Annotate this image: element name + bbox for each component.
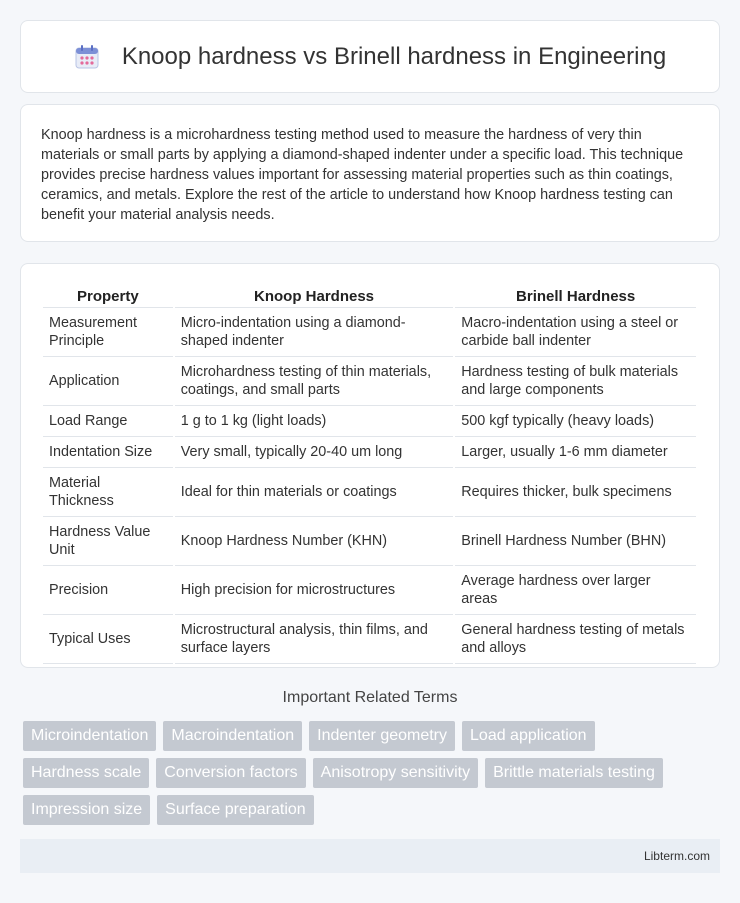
table-cell: Average hardness over larger areas [455, 566, 696, 615]
table-row [43, 566, 696, 615]
related-terms [23, 721, 723, 832]
table-cell: Load Range [43, 406, 173, 437]
table-cell: Hardness Value Unit [43, 517, 173, 566]
table-cell: Microhardness testing of thin materials, coatings, and small parts [175, 357, 454, 406]
table-cell: Measurement Principle [43, 308, 173, 357]
table-cell: Requires thicker, bulk specimens [455, 468, 696, 517]
table-cell: Hardness testing of bulk materials and large components [455, 357, 696, 406]
table-row [43, 468, 696, 517]
table-cell: Precision [43, 566, 173, 615]
table-cell: Very small, typically 20-40 um long [175, 437, 454, 468]
tag-anisotropy-sensitivity[interactable]: Anisotropy sensitivity [313, 758, 478, 788]
intro-text: Knoop hardness is a microhardness testing method used to measure the hardness of very thin materials or small parts by applying a diamond-shaped indenter under a specific load. This technique provides precise hardness values important for assessing material properties such as thin coatings, ceramics, and metals. Explore the rest of the article to understand how Knoop hardness testing can benefit your material analysis needs. [41, 127, 684, 223]
header-property: Property [43, 284, 173, 308]
related-terms-title: Important Related Terms [282, 689, 458, 706]
table-row [43, 615, 696, 664]
tag-indenter-geometry[interactable]: Indenter geometry [309, 721, 455, 751]
tag-microindentation[interactable]: Microindentation [23, 721, 156, 751]
comparison-table [41, 284, 698, 664]
comparison-card [20, 263, 720, 668]
table-cell: Micro-indentation using a diamond-shaped indenter [175, 308, 454, 357]
table-cell: Typical Uses [43, 615, 173, 664]
table-cell: Indentation Size [43, 437, 173, 468]
table-cell: Brinell Hardness Number (BHN) [455, 517, 696, 566]
table-cell: General hardness testing of metals and alloys [455, 615, 696, 664]
table-row [43, 357, 696, 406]
tag-load-application[interactable]: Load application [462, 721, 595, 751]
table-cell: Microstructural analysis, thin films, and surface layers [175, 615, 454, 664]
table-cell: Larger, usually 1-6 mm diameter [455, 437, 696, 468]
table-cell: Macro-indentation using a steel or carbide ball indenter [455, 308, 696, 357]
table-cell: Application [43, 357, 173, 406]
title-card [20, 20, 720, 93]
table-row [43, 437, 696, 468]
table-cell: Ideal for thin materials or coatings [175, 468, 454, 517]
tag-row [23, 721, 723, 751]
table-row [43, 517, 696, 566]
tag-hardness-scale[interactable]: Hardness scale [23, 758, 149, 788]
table-row [43, 308, 696, 357]
table-cell: Material Thickness [43, 468, 173, 517]
tag-brittle-materials-testing[interactable]: Brittle materials testing [485, 758, 663, 788]
table-header-row [43, 284, 696, 308]
table-cell: High precision for microstructures [175, 566, 454, 615]
header-knoop: Knoop Hardness [175, 284, 454, 308]
header-brinell: Brinell Hardness [455, 284, 696, 308]
tag-surface-preparation[interactable]: Surface preparation [157, 795, 314, 825]
table-row [43, 406, 696, 437]
footer [20, 839, 720, 873]
table-cell: Knoop Hardness Number (KHN) [175, 517, 454, 566]
table-cell: 1 g to 1 kg (light loads) [175, 406, 454, 437]
calendar-icon [74, 44, 100, 70]
tag-row [23, 758, 723, 788]
footer-link[interactable]: Libterm.com [643, 849, 710, 863]
tag-row [23, 795, 723, 825]
tag-macroindentation[interactable]: Macroindentation [163, 721, 302, 751]
intro-card [20, 104, 720, 242]
page-title: Knoop hardness vs Brinell hardness in Engineering [121, 42, 667, 70]
tag-conversion-factors[interactable]: Conversion factors [156, 758, 305, 788]
tag-impression-size[interactable]: Impression size [23, 795, 150, 825]
table-cell: 500 kgf typically (heavy loads) [455, 406, 696, 437]
